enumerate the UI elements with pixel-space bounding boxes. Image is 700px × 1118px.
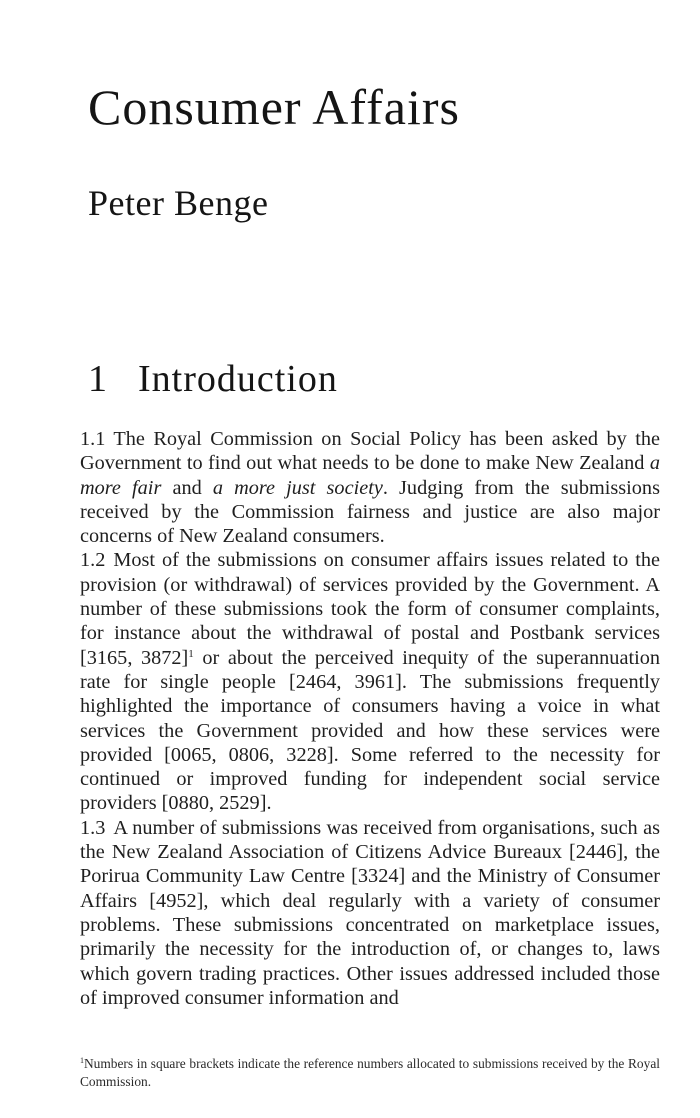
paragraph-1-3 [80, 816, 660, 1010]
paragraph-text: The Royal Commission on Social Policy has been asked by the Government to find out what needs to be done to make New Zealand [80, 428, 660, 475]
footnote [80, 1055, 660, 1091]
author-name: Peter Benge [88, 183, 269, 223]
paragraph-text: . Judging from the submissions received by the Commission fairness and justice are also major concerns of New Zealand consumers. [80, 476, 660, 548]
section-heading [88, 359, 338, 401]
paragraph-1-1 [80, 427, 660, 548]
paragraph-text: or about the perceived inequity of the superannuation rate for single people [2464, 3961]. The submissions frequently highlighted the importance of consumers having a voice in what services the Government provided and how these services were provided [0065, 0806, 3228]. Some referred to the necessity for continued or improved funding for independent social service providers [0880, 2529]. [80, 646, 660, 815]
section-number: 1 [88, 358, 108, 400]
footnote-marker: 1 [80, 1056, 84, 1065]
paragraph-number: 1.3 [80, 816, 106, 839]
paragraph-text: A number of submissions was received from organisations, such as the New Zealand Association of Citizens Advice Bureaux [2446], the Porirua Community Law Centre [3324] and the Ministry of Consumer Affairs [4952], which deal regularly with a variety of consumer problems. These submissions concentrated on marketplace issues, primarily the necessity for the introduction of, or changes to, laws which govern trading practices. Other issues addressed included those of improved consumer information and [80, 816, 660, 1009]
paragraph-number: 1.1 [80, 428, 106, 450]
emphasis-text: a more fair [80, 452, 660, 499]
body-text [80, 427, 660, 1010]
footnote-text: Numbers in square brackets indicate the reference numbers allocated to submissions received by the Royal Commission. [80, 1056, 660, 1089]
section-title: Introduction [138, 358, 338, 400]
paragraph-text: Most of the submissions on consumer affairs issues related to the provision (or withdrawal) of services provided by the Government. A number of these submissions took the form of consumer complaints, for instance about the withdrawal of postal and Postbank services [3165, 3872] [80, 549, 660, 669]
paragraph-text: and [161, 476, 213, 499]
footnote-reference: 1 [188, 647, 194, 660]
chapter-title: Consumer Affairs [88, 79, 460, 135]
emphasis-text: a more just society [212, 476, 383, 499]
paragraph-1-2 [80, 548, 660, 815]
paragraph-number: 1.2 [80, 549, 106, 572]
